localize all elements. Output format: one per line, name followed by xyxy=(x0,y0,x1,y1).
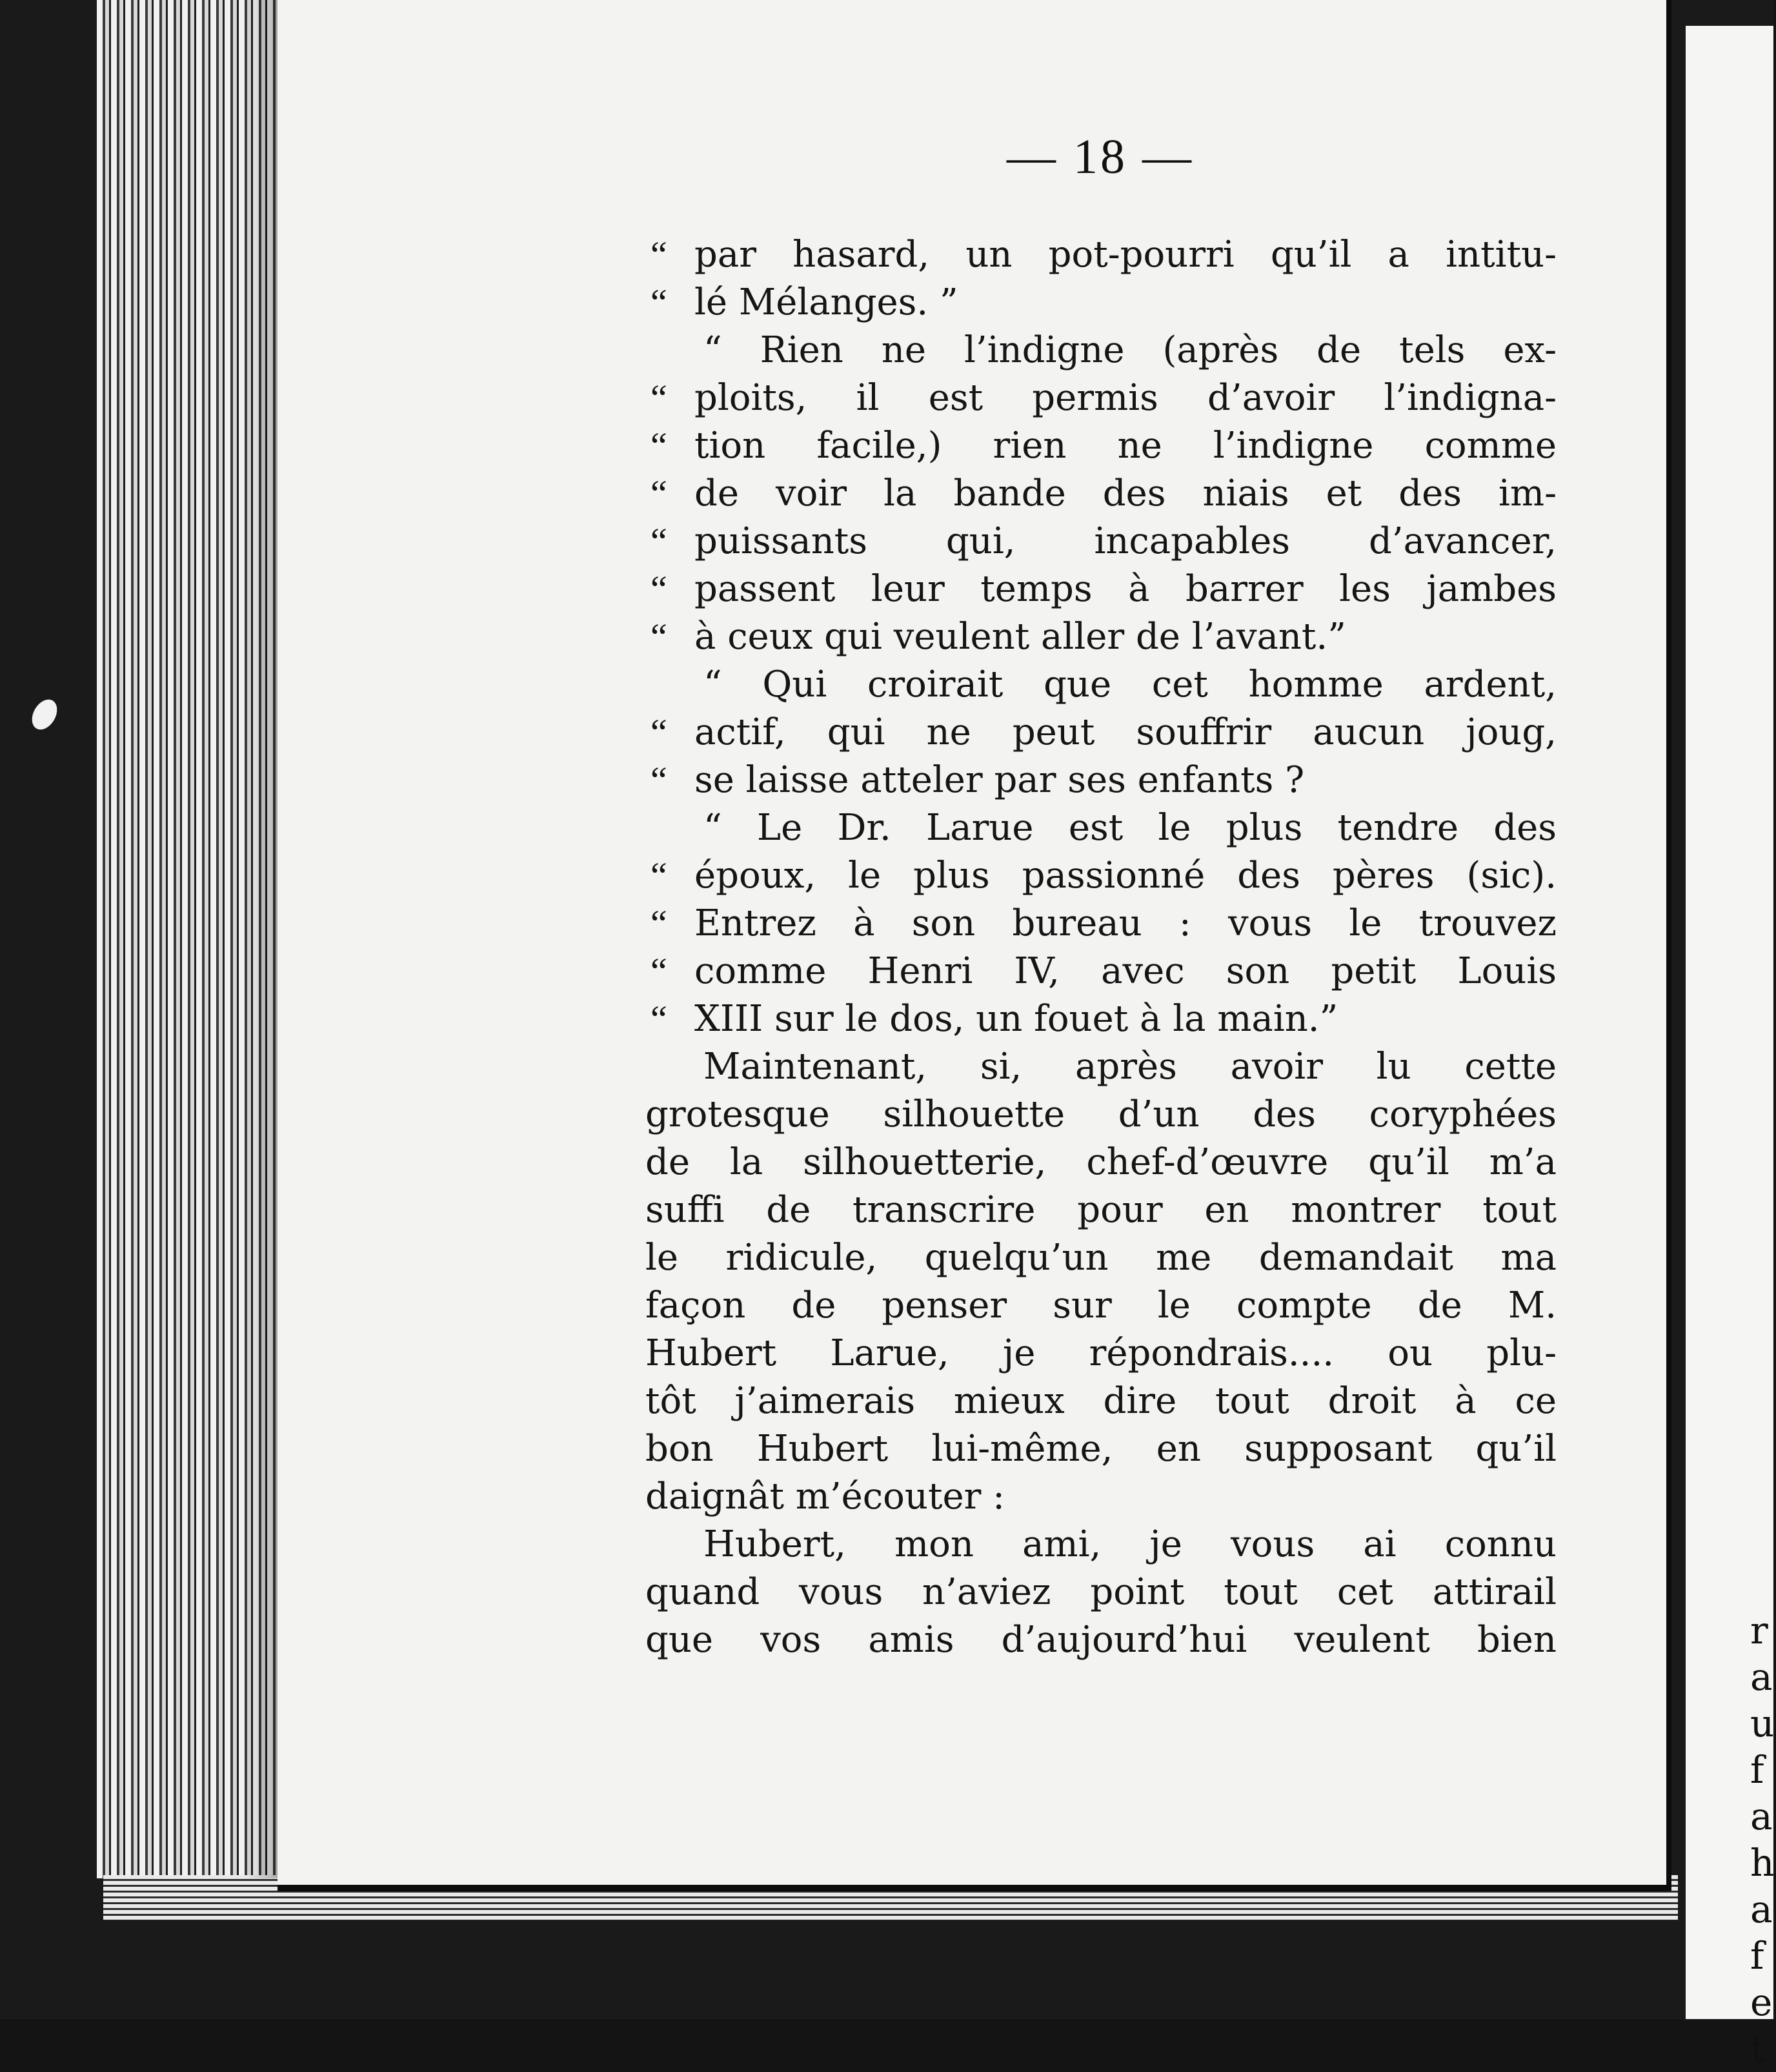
line-text: Maintenant, si, après avoir lu cette xyxy=(703,1046,1557,1088)
text-line xyxy=(645,613,1557,661)
text-line xyxy=(645,1282,1557,1330)
line-text: passent leur temps à barrer les jambes xyxy=(694,568,1557,610)
text-line xyxy=(645,470,1557,518)
page-number: — 18 — xyxy=(1007,130,1194,184)
line-text: “ Qui croirait que cet homme ardent, xyxy=(703,664,1557,706)
quote-mark: “ xyxy=(651,616,667,658)
line-text: XIII sur le dos, un fouet à la main.” xyxy=(694,998,1338,1040)
text-line xyxy=(645,948,1557,995)
text-line xyxy=(645,1139,1557,1186)
text-line xyxy=(645,279,1557,327)
line-text: façon de penser sur le compte de M. xyxy=(645,1285,1557,1326)
text-line xyxy=(645,1234,1557,1282)
line-text: par hasard, un pot-pourri qu’il a intitu- xyxy=(694,234,1557,276)
text-line xyxy=(645,374,1557,422)
quote-mark: “ xyxy=(651,711,667,753)
line-text: le ridicule, quelqu’un me demandait ma xyxy=(645,1237,1557,1279)
quote-mark: “ xyxy=(651,520,667,562)
text-line xyxy=(645,1377,1557,1425)
line-text: Hubert, mon ami, je vous ai connu xyxy=(703,1523,1557,1565)
text-line xyxy=(645,852,1557,900)
text-line xyxy=(645,995,1557,1043)
line-text: se laisse atteler par ses enfants ? xyxy=(694,759,1305,801)
line-text: ploits, il est permis d’avoir l’indigna- xyxy=(694,377,1557,419)
quote-mark: “ xyxy=(651,950,667,992)
quote-mark: “ xyxy=(651,281,667,323)
line-text: suffi de transcrire pour en montrer tout xyxy=(645,1189,1557,1231)
quote-mark: “ xyxy=(651,759,667,801)
text-line xyxy=(645,1330,1557,1377)
text-line xyxy=(645,231,1557,279)
next-page-letters: r a u f a h a f e t xyxy=(1750,1609,1775,2071)
line-text: Entrez à son bureau : vous le trouvez xyxy=(694,902,1557,944)
text-line xyxy=(645,1569,1557,1616)
text-line xyxy=(645,565,1557,613)
text-line xyxy=(645,1521,1557,1569)
line-text: tion facile,) rien ne l’indigne comme xyxy=(694,425,1557,467)
text-line xyxy=(645,709,1557,757)
quote-mark: “ xyxy=(651,902,667,944)
text-line xyxy=(645,422,1557,470)
line-text: puissants qui, incapables d’avancer, xyxy=(694,520,1557,562)
text-line xyxy=(645,661,1557,709)
text-line xyxy=(645,1425,1557,1473)
quote-mark: “ xyxy=(651,472,667,514)
line-text: de la silhouetterie, chef-d’œuvre qu’il m’a xyxy=(645,1141,1557,1183)
text-line xyxy=(645,1091,1557,1139)
line-text: que vos amis d’aujourd’hui veulent bien xyxy=(645,1619,1557,1661)
text-line xyxy=(645,900,1557,948)
line-text: actif, qui ne peut souffrir aucun joug, xyxy=(694,711,1557,753)
line-text: daignât m’écouter : xyxy=(645,1476,1005,1518)
dust-speck xyxy=(27,695,62,734)
text-line xyxy=(645,757,1557,804)
text-line xyxy=(645,1186,1557,1234)
quote-mark: “ xyxy=(651,998,667,1040)
text-line xyxy=(645,1043,1557,1091)
page-text xyxy=(645,231,1557,1664)
quote-mark: “ xyxy=(651,425,667,467)
quote-mark: “ xyxy=(651,234,667,276)
line-text: à ceux qui veulent aller de l’avant.” xyxy=(694,616,1346,658)
line-text: comme Henri IV, avec son petit Louis xyxy=(694,950,1557,992)
text-line xyxy=(645,1616,1557,1664)
line-text: époux, le plus passionné des pères (sic). xyxy=(694,855,1557,897)
line-text: “ Le Dr. Larue est le plus tendre des xyxy=(703,807,1557,849)
line-text: de voir la bande des niais et des im- xyxy=(694,472,1557,514)
quote-mark: “ xyxy=(651,377,667,419)
quote-mark: “ xyxy=(651,855,667,897)
line-text: bon Hubert lui-même, en supposant qu’il xyxy=(645,1428,1557,1470)
line-text: “ Rien ne l’indigne (après de tels ex- xyxy=(703,329,1557,371)
line-text: quand vous n’aviez point tout cet attirail xyxy=(645,1571,1557,1613)
text-line xyxy=(645,327,1557,374)
text-line xyxy=(645,804,1557,852)
line-text: lé Mélanges. ” xyxy=(694,281,958,323)
text-line xyxy=(645,518,1557,565)
quote-mark: “ xyxy=(651,568,667,610)
line-text: tôt j’aimerais mieux dire tout droit à ce xyxy=(645,1380,1557,1422)
line-text: grotesque silhouette d’un des coryphées xyxy=(645,1093,1557,1135)
line-text: Hubert Larue, je répondrais.... ou plu- xyxy=(645,1332,1557,1374)
text-line xyxy=(645,1473,1557,1521)
